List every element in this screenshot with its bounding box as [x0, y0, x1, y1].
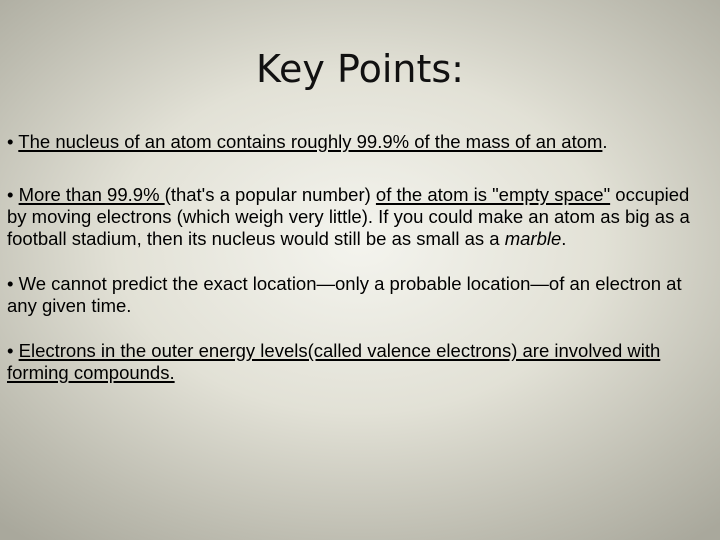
bullet-icon: • — [7, 273, 14, 294]
bullet-icon: • — [7, 340, 14, 361]
key-point-text: We cannot predict the exact location—only a probable location—of an electron at any given time. — [7, 273, 682, 316]
key-point-text: of the atom is "empty space" — [375, 184, 611, 205]
key-point-text: (that's a popular number) — [164, 184, 376, 205]
bullet-icon: • — [7, 131, 14, 152]
key-point-text: occupied by moving electrons (which weigh very little). If you could make an atom as big as a football stadium, then its nucleus would still be as small as a — [7, 184, 690, 249]
key-point-text: . — [602, 131, 608, 152]
slide-title: Key Points: — [256, 47, 464, 91]
key-point-text: Electrons in the outer energy levels(called valence electrons) are involved with forming compounds. — [7, 340, 661, 383]
key-points-list — [7, 131, 713, 407]
key-point-text: . — [561, 228, 567, 249]
key-point-2 — [7, 184, 713, 250]
key-point-4 — [7, 340, 713, 384]
key-point-text: More than 99.9% — [18, 184, 165, 205]
key-point-text: marble — [504, 228, 562, 249]
key-point-text: The nucleus of an atom contains roughly 99.9% of the mass of an atom — [18, 131, 603, 152]
bullet-icon: • — [7, 184, 14, 205]
key-point-3 — [7, 273, 713, 317]
key-point-1 — [7, 131, 713, 153]
